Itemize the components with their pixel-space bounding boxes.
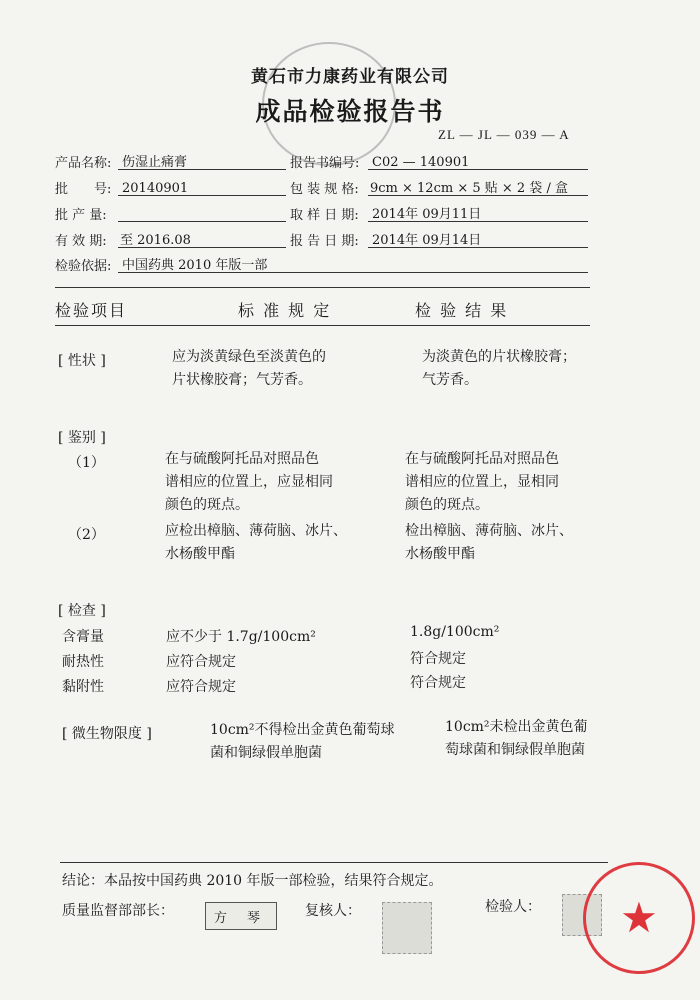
- company-name: 黄石市力康药业有限公司: [251, 67, 449, 87]
- microbe-standard-line2: 菌和铜绿假单胞菌: [210, 745, 322, 761]
- basis-value: 中国药典 2010 年版一部: [122, 258, 268, 273]
- batch-label: 批 号:: [55, 182, 112, 197]
- inspection-row3-name: 黏附性: [62, 679, 104, 695]
- appearance-label: [ 性状 ]: [58, 353, 106, 369]
- col-item-heading: 检验项目: [55, 301, 128, 320]
- product-name-value: 伤湿止痛膏: [122, 155, 188, 170]
- microbe-standard: [210, 719, 395, 765]
- identification-item2-result: [405, 520, 573, 566]
- sample-date-line: [368, 203, 588, 222]
- batch-line: [118, 177, 286, 196]
- report-date-label: 报 告 日 期:: [290, 234, 359, 249]
- identification-label: [ 鉴别 ]: [58, 430, 106, 446]
- report-date-value: 2014年 09月14日: [372, 233, 482, 248]
- inspection-row3-standard: 应符合规定: [166, 679, 236, 695]
- doc-code: ZL — JL — 039 — A: [438, 127, 570, 142]
- appearance-result-line2: 气芳香。: [422, 372, 478, 388]
- item2-standard-line2: 水杨酸甲酯: [165, 546, 235, 562]
- report-no-value: C02 — 140901: [372, 155, 470, 170]
- quality-inspection-seal: [583, 862, 695, 974]
- basis-label: 检验依据:: [55, 259, 112, 274]
- item2-result-line2: 水杨酸甲酯: [405, 546, 475, 562]
- qa-head-name: 方 琴: [213, 910, 269, 926]
- item1-result-line2: 谱相应的位置上，显相同: [405, 474, 559, 490]
- identification-item1-standard: [165, 448, 333, 517]
- microbe-label: [ 微生物限度 ]: [62, 726, 152, 742]
- item2-standard-line1: 应检出樟脑、薄荷脑、冰片、: [165, 523, 347, 539]
- quantity-label: 批 产 量:: [55, 208, 107, 223]
- col-standard-heading: 标 准 规 定: [238, 301, 332, 320]
- package-label: 包 装 规 格:: [290, 182, 359, 197]
- header-divider: [55, 287, 590, 288]
- product-name-line: [118, 151, 286, 170]
- validity-label: 有 效 期:: [55, 234, 107, 249]
- appearance-result-line1: 为淡黄色的片状橡胶膏；: [422, 349, 576, 365]
- identification-item2-standard: [165, 520, 347, 566]
- report-title: 成品检验报告书: [255, 97, 445, 126]
- item1-result-line1: 在与硫酸阿托品对照品色: [405, 451, 559, 467]
- item1-standard-line3: 颜色的斑点。: [165, 497, 249, 513]
- appearance-standard: [172, 346, 326, 392]
- product-name-label: 产品名称:: [55, 156, 112, 171]
- microbe-result: [445, 716, 588, 762]
- inspection-row3-result: 符合规定: [410, 675, 466, 691]
- report-no-line: [368, 151, 588, 170]
- qa-head-signature: [205, 902, 277, 930]
- item2-result-line1: 检出樟脑、薄荷脑、冰片、: [405, 523, 573, 539]
- validity-value: 至 2016.08: [120, 233, 191, 248]
- item1-result-line3: 颜色的斑点。: [405, 497, 489, 513]
- microbe-result-line2: 萄球菌和铜绿假单胞菌: [445, 742, 585, 758]
- appearance-result: [422, 346, 576, 392]
- inspection-row1-standard: 应不少于 1.7g/100cm²: [166, 629, 316, 645]
- conclusion-text: 结论：本品按中国药典 2010 年版一部检验，结果符合规定。: [62, 873, 443, 889]
- report-date-line: [368, 229, 588, 248]
- conclusion-divider: [60, 862, 608, 863]
- microbe-standard-line1: 10cm²不得检出金黄色葡萄球: [210, 722, 395, 738]
- basis-line: [118, 254, 588, 273]
- col-result-heading: 检 验 结 果: [415, 301, 509, 320]
- reviewer-label: 复核人：: [305, 903, 361, 919]
- validity-line: [118, 229, 286, 248]
- sample-date-value: 2014年 09月11日: [372, 207, 482, 222]
- inspector-label: 检验人：: [485, 899, 541, 915]
- sample-date-label: 取 样 日 期:: [290, 208, 359, 223]
- inspection-row1-name: 含膏量: [62, 629, 104, 645]
- microbe-result-line1: 10cm²未检出金黄色葡: [445, 719, 588, 735]
- columns-divider: [55, 325, 590, 326]
- seal-star-icon: ★: [620, 893, 658, 942]
- appearance-standard-line1: 应为淡黄绿色至淡黄色的: [172, 349, 326, 365]
- reviewer-signature-stamp: [382, 902, 432, 954]
- report-no-label: 报告书编号:: [290, 156, 360, 171]
- inspection-row2-standard: 应符合规定: [166, 654, 236, 670]
- item1-standard-line1: 在与硫酸阿托品对照品色: [165, 451, 319, 467]
- appearance-standard-line2: 片状橡胶膏；气芳香。: [172, 372, 312, 388]
- inspection-row2-name: 耐热性: [62, 654, 104, 670]
- package-line: [368, 177, 588, 196]
- quantity-line: [118, 203, 286, 222]
- identification-item2: （2）: [68, 527, 105, 543]
- identification-item1: （1）: [68, 455, 105, 471]
- item1-standard-line2: 谱相应的位置上，应显相同: [165, 474, 333, 490]
- package-value: 9cm × 12cm × 5 贴 × 2 袋 / 盒: [370, 181, 568, 196]
- inspection-label: [ 检查 ]: [58, 603, 106, 619]
- inspection-row1-result: 1.8g/100cm²: [410, 624, 500, 640]
- inspection-row2-result: 符合规定: [410, 651, 466, 667]
- identification-item1-result: [405, 448, 559, 517]
- batch-value: 20140901: [122, 181, 189, 196]
- qa-head-label: 质量监督部部长：: [62, 903, 174, 919]
